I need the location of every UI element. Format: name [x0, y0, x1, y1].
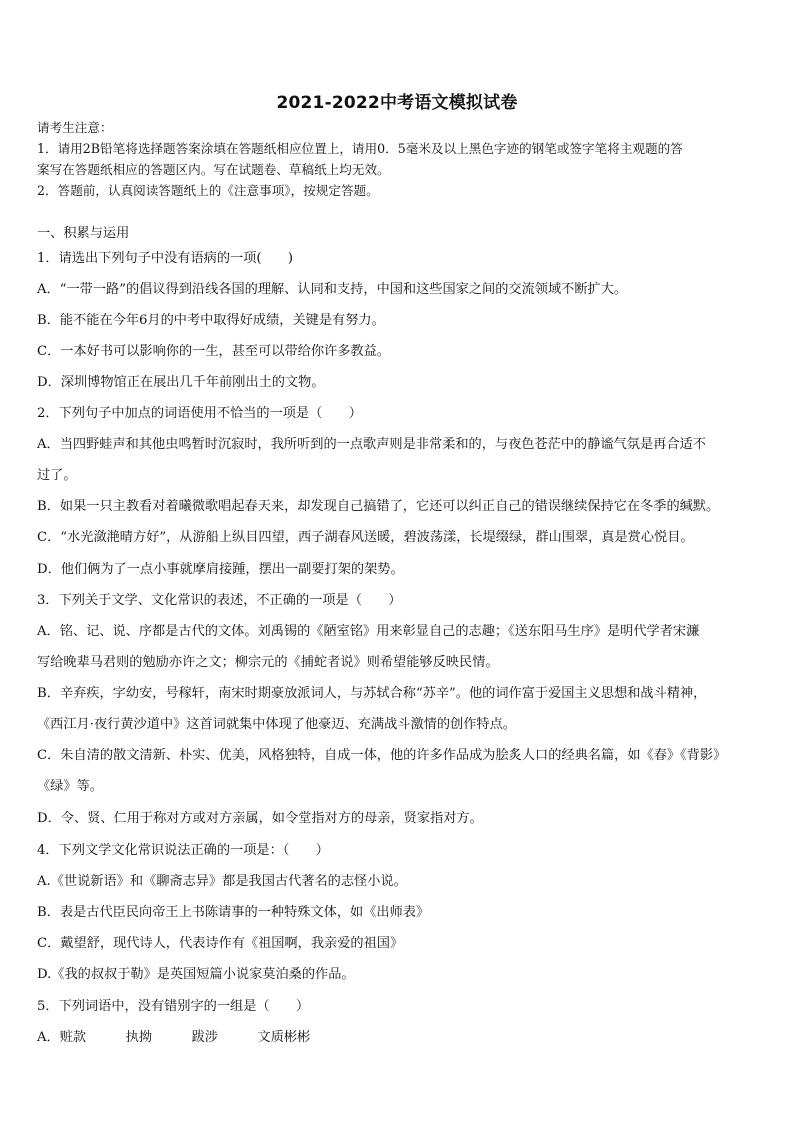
- question-5-option-a: A．赃款 执拗 跋涉 文质彬彬: [37, 1030, 311, 1045]
- question-3-stem: 3．下列关于文学、文化常识的表述，不正确的一项是（ ）: [37, 593, 402, 608]
- question-2-option-d: D．他们俩为了一点小事就摩肩接踵，摆出一副要打架的架势。: [37, 562, 404, 577]
- question-1-option-d: D．深圳博物馆正在展出几千年前刚出土的文物。: [37, 375, 325, 390]
- question-2-option-a-line-2: 过了。: [37, 468, 77, 483]
- question-1-option-c: C．一本好书可以影响你的一生，甚至可以带给你许多教益。: [37, 344, 390, 359]
- question-3-option-b-line-1: B．辛弃疾，字幼安，号稼轩，南宋时期豪放派词人，与苏轼合称“苏辛”。他的词作富于爱国主义思想和战斗精神，: [37, 686, 707, 701]
- question-2-option-c: C．“水光潋滟晴方好”，从游船上纵目四望，西子湖春风送暖，碧波荡漾，长堤缀绿，群山围翠，真是赏心悦目。: [37, 530, 694, 545]
- question-4-stem: 4．下列文学文化常识说法正确的一项是：（ ）: [37, 843, 329, 858]
- question-2-stem: 2．下列句子中加点的词语使用不恰当的一项是（ ）: [37, 406, 362, 421]
- notice-item-1-line-2: 案写在答题纸相应的答题区内。写在试题卷、草稿纸上均无效。: [37, 162, 390, 177]
- question-3-option-a-line-1: A．铭、记、说、序都是古代的文体。刘禹锡的《陋室铭》用来彰显自己的志趣；《送东阳马生序》是明代学者宋濂: [37, 624, 700, 639]
- notice-heading: 请考生注意：: [37, 120, 113, 135]
- question-4-option-d: D.《我的叔叔于勒》是英国短篇小说家莫泊桑的作品。: [37, 967, 355, 982]
- question-4-option-c: C．戴望舒，现代诗人，代表诗作有《祖国啊，我亲爱的祖国》: [37, 936, 404, 951]
- question-3-option-c-line-2: 《绿》等。: [37, 779, 103, 794]
- question-4-option-a: A.《世说新语》和《聊斋志异》都是我国古代著名的志怪小说。: [37, 874, 407, 889]
- notice-item-1-line-1: 1．请用2B铅笔将选择题答案涂填在答题纸相应位置上，请用0．5毫米及以上黑色字迹的钢笔或签字笔将主观题的答: [37, 141, 683, 156]
- section-heading: 一、积累与运用: [37, 226, 130, 241]
- question-2-option-a-line-1: A．当四野蛙声和其他虫鸣暂时沉寂时，我所听到的一点歌声则是非常柔和的，与夜色苍茫中的静谧气氛是再合适不: [37, 437, 706, 452]
- question-3-option-c-line-1: C．朱自清的散文清新、朴实、优美，风格独特，自成一体，他的许多作品成为脍炙人口的经典名篇，如《春》《背影》: [37, 748, 727, 763]
- question-1-option-b: B．能不能在今年6月的中考中取得好成绩，关键是有努力。: [37, 313, 385, 328]
- question-1-option-a: A．“一带一路”的倡议得到沿线各国的理解、认同和支持，中国和这些国家之间的交流领域不断扩大。: [37, 282, 628, 297]
- question-3-option-a-line-2: 写给晚辈马君则的勉励亦许之文；柳宗元的《捕蛇者说》则希望能够反映民情。: [37, 655, 499, 670]
- question-1-stem: 1．请选出下列句子中没有语病的一项( ): [37, 251, 294, 266]
- question-4-option-b: B．表是古代臣民向帝王上书陈请事的一种特殊文体，如《出师表》: [37, 905, 430, 920]
- question-3-option-d: D．令、贤、仁用于称对方或对方亲属，如令堂指对方的母亲，贤家指对方。: [37, 811, 483, 826]
- question-3-option-b-line-2: 《西江月·夜行黄沙道中》这首词就集中体现了他豪迈、充满战斗激情的创作特点。: [37, 717, 516, 732]
- notice-item-2: 2．答题前，认真阅读答题纸上的《注意事项》，按规定答题。: [37, 183, 379, 198]
- question-5-stem: 5．下列词语中，没有错别字的一组是（ ）: [37, 999, 310, 1014]
- exam-title: 2021-2022中考语文模拟试卷: [276, 93, 518, 113]
- question-2-option-b: B．如果一只主教看对着曦微歌唱起春天来，却发现自己搞错了，它还可以纠正自己的错误继续保持它在冬季的缄默。: [37, 499, 720, 514]
